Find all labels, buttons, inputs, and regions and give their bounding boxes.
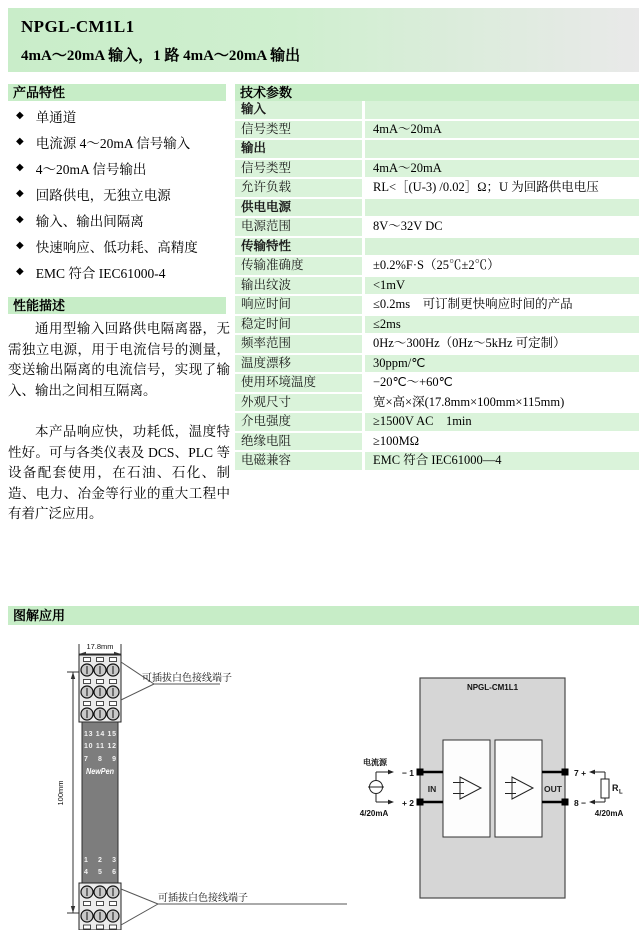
terminal-label-7plus: 7 + — [574, 768, 587, 778]
spec-row — [235, 451, 639, 471]
spec-section-row — [235, 198, 639, 218]
spec-value: <1mV — [364, 276, 639, 296]
spec-value: 0Hz～300Hz（0Hz～5kHz 可定制） — [364, 334, 639, 354]
product-subtitle: 4mA～20mA 输入，1 路 4mA～20mA 输出 — [21, 48, 301, 64]
height-dimension — [56, 672, 80, 913]
section-header-application: 图解应用 — [8, 606, 639, 625]
spec-row — [235, 217, 639, 237]
spec-row — [235, 120, 639, 140]
feature-item — [10, 129, 230, 155]
wiring-schematic — [348, 640, 639, 930]
spec-row — [235, 256, 639, 276]
diamond-bullet-icon: ◆ — [16, 136, 24, 147]
spec-value: RL<［(U-3) /0.02］Ω；U 为回路供电电压 — [364, 178, 639, 198]
diamond-bullet-icon: ◆ — [16, 240, 24, 251]
section-header-specs: 技术参数 — [235, 84, 639, 101]
bottom-terminal-block — [79, 883, 121, 930]
spec-label: 使用环境温度 — [235, 373, 364, 393]
spec-value: 4mA～20mA — [364, 159, 639, 179]
feature-text: 回路供电，无独立电源 — [35, 188, 171, 203]
spec-label: 稳定时间 — [235, 315, 364, 335]
load-resistor-label: R — [612, 783, 619, 793]
spec-row — [235, 412, 639, 432]
spec-value: 宽×高×深(17.8mm×100mm×115mm) — [364, 393, 639, 413]
isolator-box-title: NPGL-CM1L1 — [466, 683, 519, 692]
spec-row — [235, 334, 639, 354]
feature-text: 输入、输出间隔离 — [35, 214, 144, 229]
diamond-bullet-icon: ◆ — [16, 162, 24, 173]
spec-label: 传输特性 — [235, 237, 364, 257]
callout-top-label: 可插拔白色接线端子 — [142, 673, 232, 684]
feature-item — [10, 103, 230, 129]
section-header-features: 产品特性 — [8, 84, 226, 101]
current-source-range: 4/20mA — [359, 809, 389, 818]
spec-label: 响应时间 — [235, 295, 364, 315]
feature-item — [10, 259, 230, 285]
module-body — [82, 722, 118, 883]
spec-value — [364, 198, 639, 218]
out-label: OUT — [544, 784, 562, 794]
current-source-label: 电流源 — [363, 758, 387, 767]
terminal-numbers-row: 10 11 12 — [84, 743, 116, 750]
spec-row — [235, 354, 639, 374]
spec-value: −20℃～+60℃ — [364, 373, 639, 393]
spec-row — [235, 432, 639, 452]
spec-value: ≥100MΩ — [364, 432, 639, 452]
spec-section-row — [235, 237, 639, 257]
terminal-label-plus2: + 2 — [401, 798, 414, 808]
spec-value: ±0.2%F·S（25℃±2℃） — [364, 256, 639, 276]
spec-label: 传输准确度 — [235, 256, 364, 276]
spec-label: 输出纹波 — [235, 276, 364, 296]
spec-row — [235, 393, 639, 413]
description-paragraph: 本产品响应快，功耗低，温度特性好。可与各类仪表及 DCS、PLC 等设备配套使用，在石油、石化、制造、电力、冶金等行业的重大工程中有着广泛应用。 — [8, 424, 230, 521]
spec-value: ≤2ms — [364, 315, 639, 335]
feature-text: 快速响应、低功耗、高精度 — [35, 240, 198, 255]
spec-label: 外观尺寸 — [235, 393, 364, 413]
load-range: 4/20mA — [594, 809, 624, 818]
spec-row — [235, 295, 639, 315]
current-source-symbol — [368, 770, 394, 805]
spec-row — [235, 373, 639, 393]
spec-label: 信号类型 — [235, 120, 364, 140]
spec-label: 介电强度 — [235, 412, 364, 432]
diamond-bullet-icon: ◆ — [16, 214, 24, 225]
brand-logo: NewPen — [86, 767, 115, 776]
spec-value — [364, 237, 639, 257]
spec-row — [235, 178, 639, 198]
spec-label: 频率范围 — [235, 334, 364, 354]
product-model: NPGL-CM1L1 — [21, 17, 135, 36]
terminal-label-8minus: 8 − — [574, 798, 587, 808]
terminal-numbers-row: 13 14 15 — [84, 731, 116, 738]
feature-item — [10, 181, 230, 207]
feature-text: EMC 符合 IEC61000-4 — [35, 266, 166, 281]
spec-value: ≤0.2ms 可订制更快响应时间的产品 — [364, 295, 639, 315]
spec-value: EMC 符合 IEC61000—4 — [364, 451, 639, 471]
spec-value: 8V～32V DC — [364, 217, 639, 237]
spec-label: 允许负载 — [235, 178, 364, 198]
feature-text: 电流源 4～20mA 信号输入 — [35, 136, 191, 151]
spec-label: 供电电源 — [235, 198, 364, 218]
title-banner — [8, 8, 639, 72]
module-dimension-diagram — [8, 630, 348, 930]
load-resistor-label-sub: L — [619, 789, 623, 796]
spec-label: 温度漂移 — [235, 354, 364, 374]
spec-section-row — [235, 139, 639, 159]
feature-text: 4～20mA 信号输出 — [35, 162, 147, 177]
diamond-bullet-icon: ◆ — [16, 110, 24, 121]
spec-row — [235, 315, 639, 335]
features-list — [10, 103, 230, 285]
spec-label: 信号类型 — [235, 159, 364, 179]
spec-value — [364, 139, 639, 159]
spec-row — [235, 159, 639, 179]
width-dimension-label: 17.8mm — [86, 642, 114, 651]
feature-item — [10, 233, 230, 259]
terminal-numbers-row: 7 8 9 — [84, 756, 116, 763]
terminal-numbers-row: 4 5 6 — [84, 869, 116, 876]
terminal-label-minus1: − 1 — [401, 768, 414, 778]
feature-item — [10, 207, 230, 233]
spec-label: 输出 — [235, 139, 364, 159]
diamond-bullet-icon: ◆ — [16, 266, 24, 277]
spec-value: 30ppm/℃ — [364, 354, 639, 374]
spec-section-row — [235, 101, 639, 120]
spec-row — [235, 276, 639, 296]
load-resistor-symbol — [589, 770, 609, 805]
spec-value: 4mA～20mA — [364, 120, 639, 140]
callout-bottom-label: 可插拔白色接线端子 — [158, 893, 248, 904]
spec-value: ≥1500V AC 1min — [364, 412, 639, 432]
spec-label: 电磁兼容 — [235, 451, 364, 471]
specs-table — [235, 101, 639, 472]
section-header-description: 性能描述 — [8, 297, 226, 314]
description-paragraph: 通用型输入回路供电隔离器，无需独立电源，用于电流信号的测量，变送输出隔离的电流信号，实现了输入、输出之间相互隔离。 — [8, 321, 230, 398]
terminal-numbers-row: 1 2 3 — [84, 857, 116, 864]
feature-item — [10, 155, 230, 181]
in-label: IN — [427, 784, 437, 794]
spec-value — [364, 101, 639, 120]
spec-label: 绝缘电阻 — [235, 432, 364, 452]
top-terminal-block — [79, 655, 121, 722]
diamond-bullet-icon: ◆ — [16, 188, 24, 199]
height-dimension-label: 100mm — [56, 780, 65, 806]
callout-bottom — [121, 889, 347, 925]
spec-label: 输入 — [235, 101, 364, 120]
callout-top — [121, 662, 232, 700]
feature-text: 单通道 — [35, 110, 77, 125]
description-text — [8, 319, 230, 546]
spec-label: 电源范围 — [235, 217, 364, 237]
